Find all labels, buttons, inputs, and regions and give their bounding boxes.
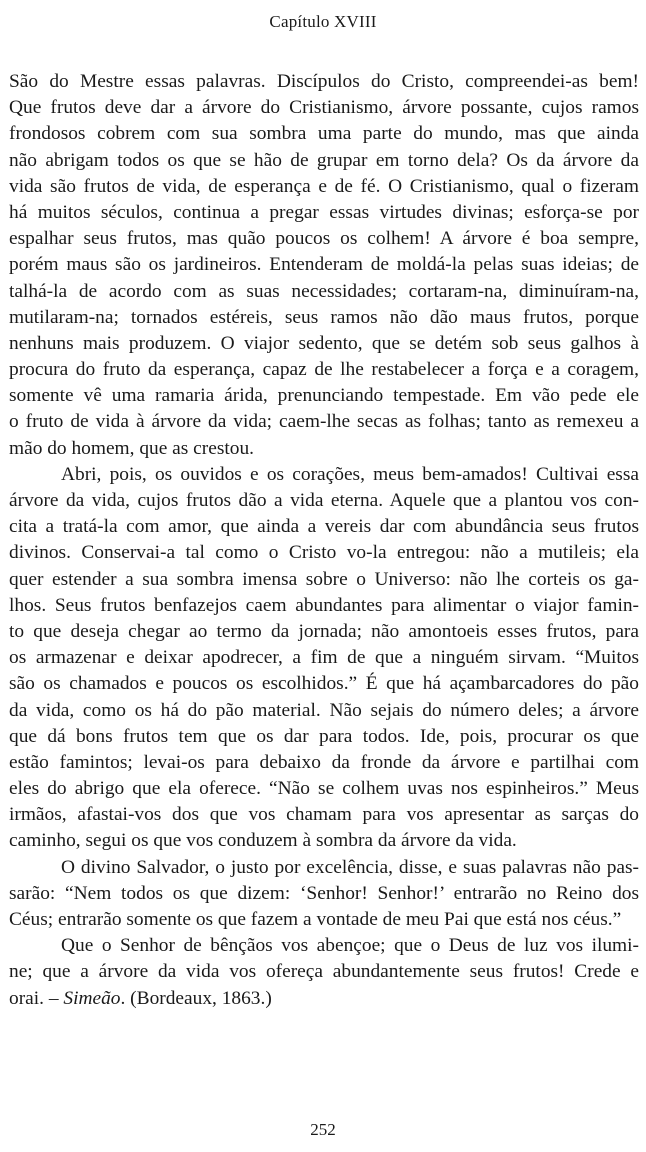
text-line: os armazenar e deixar apodrecer, a fim de que a ninguém sirvam. “Muitos — [9, 647, 639, 669]
text-line: vida são frutos de vida, de esperança e de fé. O Cristianismo, qual o fizeram — [9, 175, 639, 197]
text-line: eles do abrigo que ela oferece. “Não se colhem uvas nos espinheiros.” Meus — [9, 778, 639, 800]
closing-prefix: orai. – — [9, 987, 64, 1009]
text-line: cita a tratá-la com amor, que ainda a vereis dar com abundância seus frutos — [9, 516, 639, 538]
text-line: O divino Salvador, o justo por excelência, disse, e suas palavras não pas- — [61, 856, 639, 878]
body-text — [9, 69, 639, 1012]
text-line: lhos. Seus frutos benfazejos caem abundantes para alimentar o viajor famin- — [9, 594, 639, 616]
closing-suffix: . (Bordeaux, 1863.) — [120, 987, 272, 1009]
text-line: frondosos cobrem com sua sombra uma parte do mundo, mas que ainda — [9, 123, 639, 145]
text-line: talhá-la de acordo com as suas necessidades; cortaram-na, diminuíram-na, — [9, 280, 639, 302]
text-line: árvore da vida, cujos frutos dão a vida eterna. Aquele que a plantou vos con- — [9, 490, 639, 511]
text-line: divinos. Conservai-a tal como o Cristo vo-la entregou: não a mutileis; ela — [9, 542, 639, 564]
text-line: São do Mestre essas palavras. Discípulos do Cristo, compreendei-as bem! — [9, 71, 639, 92]
text-line: são os chamados e poucos os escolhidos.” É que há açambarcadores do pão — [9, 673, 639, 695]
text-line: to que deseja chegar ao termo da jornada; não amontoeis esses frutos, para — [9, 620, 639, 642]
text-line: caminho, segui os que vos conduzem à sombra da árvore da vida. — [9, 830, 517, 852]
text-line: Que frutos deve dar a árvore do Cristianismo, árvore possante, cujos ramos — [9, 97, 639, 119]
text-line: mutilaram-na; tornados estéreis, seus ramos não dão maus frutos, porque — [9, 306, 639, 328]
text-line: que dá bons frutos tem que os dar para todos. Ide, pois, procurar os que — [9, 725, 639, 747]
text-line: espalhar seus frutos, mas quão poucos os colhem! A árvore é boa sempre, — [9, 228, 639, 250]
text-line: estão famintos; levai-os para debaixo da fronde da árvore e partilhai com — [9, 751, 639, 773]
text-line: Abri, pois, os ouvidos e os corações, meus bem-amados! Cultivai essa — [61, 463, 639, 485]
text-line: há muitos séculos, continua a pregar essas virtudes divinas; esforça-se por — [9, 201, 639, 223]
text-line: nenhuns mais produzem. O viajor sedento, que se detém sob seus galhos à — [9, 332, 639, 354]
text-line: porém maus são os jardineiros. Entenderam de moldá-la pelas suas ideias; de — [9, 254, 639, 276]
page-number: 252 — [310, 1120, 336, 1139]
text-line: mão do homem, que as crestou. — [9, 437, 255, 459]
running-head: Capítulo XVIII — [269, 12, 377, 31]
text-line: Que o Senhor de bênçãos vos abençoe; que o Deus de luz vos ilumi- — [61, 935, 639, 957]
text-line: ne; que a árvore da vida vos ofereça abundantemente seus frutos! Crede e — [9, 961, 639, 983]
closing-line — [9, 986, 639, 1012]
text-line: somente vê uma ramaria árida, prenunciando tempestade. Em vão pede ele — [9, 385, 639, 407]
author-signature: Simeão — [63, 987, 121, 1009]
text-line: procura do fruto da esperança, capaz de lhe restabelecer a força e a coragem, — [9, 359, 639, 381]
text-line: da vida, como os há do pão material. Não sejais do número deles; a árvore — [9, 699, 639, 721]
text-line: irmãos, afastai-vos dos que vos chamam para vos apresentar as sarças do — [9, 804, 639, 826]
text-line: Céus; entrarão somente os que fazem a vontade de meu Pai que está nos céus.” — [9, 909, 622, 930]
text-line: sarão: “Nem todos os que dizem: ‘Senhor! Senhor!’ entrarão no Reino dos — [9, 882, 639, 904]
text-line: o fruto de vida à árvore da vida; caem-lhe secas as folhas; tanto as remexeu a — [9, 411, 639, 433]
text-line: quer estender a sua sombra imensa sobre o Universo: não lhe corteis os ga- — [9, 568, 639, 590]
text-line: não abrigam todos os que se hão de grupar em torno dela? Os da árvore da — [9, 149, 639, 171]
